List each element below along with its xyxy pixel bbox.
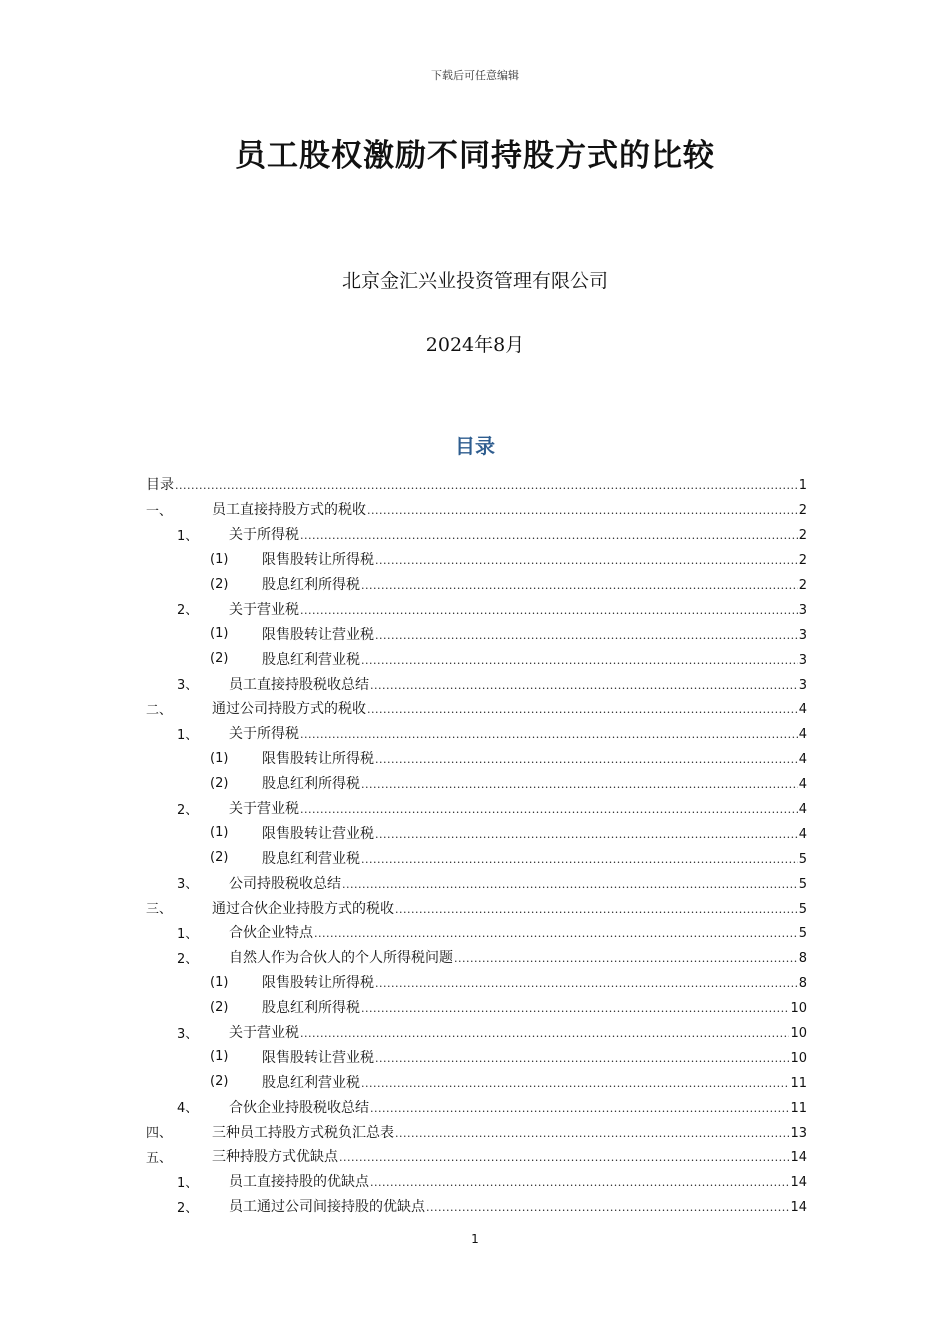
toc-entry-line	[262, 1072, 807, 1092]
toc-entry-line	[229, 1022, 807, 1042]
toc-entry-label: 股息红利所得税	[262, 577, 360, 593]
toc-entry-number: 2、	[177, 1200, 199, 1216]
toc-entry[interactable]	[146, 895, 807, 920]
toc-entry-line	[229, 798, 807, 818]
toc-entry-label: 通过合伙企业持股方式的税收	[212, 900, 394, 917]
toc-entry-line	[262, 649, 807, 669]
toc-entry-label: 合伙企业持股税收总结	[229, 1099, 369, 1116]
toc-entry-label: 限售股转让营业税	[262, 626, 374, 643]
toc-entry[interactable]	[146, 1069, 807, 1094]
toc-entry-number: 2、	[177, 802, 199, 818]
toc-entry-line	[229, 947, 807, 967]
toc-entry-number: (1)	[210, 1049, 229, 1065]
toc-entry-number: (2)	[210, 651, 229, 667]
toc-entry-page: 4	[798, 702, 807, 718]
toc-entry-label: 合伙企业特点	[229, 925, 313, 942]
toc-entry-label: 股息红利营业税	[262, 1074, 360, 1091]
toc-entry[interactable]	[146, 547, 807, 572]
toc-entry-number: 4、	[177, 1101, 199, 1117]
toc-entry-page: 2	[798, 503, 807, 519]
toc-entry-number: (1)	[210, 626, 229, 642]
toc-dot-leader	[367, 701, 798, 717]
toc-entry-line	[212, 698, 807, 718]
toc-entry[interactable]	[146, 1194, 807, 1219]
toc-entry[interactable]	[146, 970, 807, 995]
toc-entry[interactable]	[146, 1144, 807, 1169]
toc-entry-number: 1、	[177, 727, 199, 743]
toc-entry-label: 股息红利营业税	[262, 850, 360, 867]
toc-entry-label: 员工直接持股税收总结	[229, 676, 369, 693]
toc-dot-leader	[361, 776, 798, 792]
toc-entry-page: 2	[798, 528, 807, 544]
toc-dot-leader	[395, 1125, 789, 1141]
toc-entry[interactable]	[146, 1169, 807, 1194]
toc-entry[interactable]	[146, 522, 807, 547]
toc-entry-number: 2、	[177, 951, 199, 967]
toc-entry-line	[262, 823, 807, 843]
toc-heading: 目录	[455, 434, 495, 458]
toc-dot-leader	[300, 801, 798, 817]
toc-entry-number: 3、	[177, 678, 199, 694]
toc-entry-label: 关于所得税	[229, 726, 299, 743]
toc-entry-label: 公司持股税收总结	[229, 875, 341, 892]
toc-entry-page: 10	[790, 1001, 807, 1017]
toc-entry-page: 14	[790, 1175, 807, 1191]
toc-dot-leader	[367, 502, 798, 518]
toc-dot-leader	[300, 602, 798, 618]
toc-entry[interactable]	[146, 1020, 807, 1045]
toc-entry[interactable]	[146, 497, 807, 522]
toc-dot-leader	[375, 1050, 789, 1066]
toc-entry[interactable]	[146, 870, 807, 895]
toc-dot-leader	[300, 726, 798, 742]
toc-entry-line	[229, 599, 807, 619]
toc-entry-line	[229, 1196, 807, 1216]
page-header-note: 下载后可任意编辑	[431, 69, 519, 82]
table-of-contents	[146, 472, 807, 1219]
toc-entry[interactable]	[146, 572, 807, 597]
toc-entry-number: (1)	[210, 750, 229, 766]
toc-entry-page: 1	[798, 478, 807, 494]
toc-entry-number: (2)	[210, 850, 229, 866]
toc-entry-line	[229, 922, 807, 942]
toc-dot-leader	[375, 751, 798, 767]
toc-entry-page: 13	[790, 1125, 807, 1141]
toc-entry-label: 限售股转让所得税	[262, 751, 374, 768]
toc-entry-line	[262, 773, 807, 793]
toc-entry-line	[262, 574, 807, 594]
toc-dot-leader	[300, 527, 798, 543]
toc-entry-line	[146, 474, 807, 494]
toc-entry-page: 2	[798, 578, 807, 593]
toc-entry-line	[229, 1097, 807, 1117]
toc-dot-leader	[375, 975, 798, 991]
toc-entry-label: 限售股转让所得税	[262, 552, 374, 569]
toc-dot-leader	[361, 577, 798, 593]
toc-dot-leader	[454, 950, 798, 966]
toc-entry-page: 14	[790, 1150, 807, 1166]
toc-entry-line	[229, 1171, 807, 1191]
toc-entry-line	[262, 624, 807, 644]
company-name: 北京金汇兴业投资管理有限公司	[341, 270, 608, 292]
toc-entry[interactable]	[146, 646, 807, 671]
toc-entry-page: 4	[798, 727, 807, 743]
toc-entry-page: 8	[798, 976, 807, 992]
toc-entry[interactable]	[146, 1044, 807, 1069]
toc-entry-label: 限售股转让所得税	[262, 975, 374, 992]
toc-dot-leader	[175, 477, 798, 493]
toc-entry-line	[212, 499, 807, 519]
toc-entry-page: 4	[798, 752, 807, 768]
toc-entry-page: 3	[798, 602, 807, 618]
toc-entry[interactable]	[146, 472, 807, 497]
toc-entry-label: 关于营业税	[229, 1025, 299, 1042]
toc-entry-page: 8	[798, 951, 807, 967]
toc-entry-page: 3	[798, 652, 807, 668]
toc-entry-page: 4	[798, 802, 807, 818]
toc-entry-number: 2、	[177, 603, 199, 619]
toc-entry-number: (1)	[210, 825, 229, 841]
page-number: 1	[471, 1232, 479, 1246]
toc-dot-leader	[426, 1199, 789, 1215]
toc-entry-number: 1、	[177, 926, 199, 942]
toc-dot-leader	[375, 627, 798, 643]
toc-entry-page: 10	[790, 1050, 807, 1066]
toc-dot-leader	[342, 876, 798, 892]
toc-entry[interactable]	[146, 746, 807, 771]
toc-entry[interactable]	[146, 671, 807, 696]
toc-entry-line	[229, 524, 807, 544]
toc-entry-label: 员工直接持股的优缺点	[229, 1174, 369, 1191]
toc-entry-page: 5	[798, 901, 807, 917]
toc-entry[interactable]	[146, 1094, 807, 1119]
toc-entry-number: 1、	[177, 528, 199, 544]
toc-entry[interactable]	[146, 696, 807, 721]
toc-entry[interactable]	[146, 721, 807, 746]
toc-entry-page: 14	[790, 1200, 807, 1216]
toc-entry-line	[212, 898, 807, 918]
toc-entry[interactable]	[146, 796, 807, 821]
toc-entry-label: 目录	[146, 477, 174, 494]
toc-entry-page: 10	[790, 1026, 807, 1042]
toc-entry-label: 三种持股方式优缺点	[212, 1149, 338, 1166]
toc-entry-page: 4	[798, 777, 807, 793]
toc-entry-label: 限售股转让营业税	[262, 1049, 374, 1066]
toc-entry-label: 关于营业税	[229, 601, 299, 618]
toc-entry-page: 2	[798, 553, 807, 569]
toc-dot-leader	[361, 851, 798, 867]
toc-entry-number: 二、	[146, 702, 173, 718]
toc-dot-leader	[370, 677, 798, 693]
toc-entry-line	[262, 972, 807, 992]
toc-entry-label: 关于营业税	[229, 801, 299, 818]
toc-entry-label: 关于所得税	[229, 527, 299, 544]
toc-entry-label: 员工通过公司间接持股的优缺点	[229, 1199, 425, 1216]
toc-dot-leader	[370, 1100, 789, 1116]
toc-entry-number: 3、	[177, 877, 199, 893]
toc-entry-page: 4	[798, 826, 807, 842]
toc-entry-number: (2)	[210, 775, 229, 791]
toc-entry-label: 员工直接持股方式的税收	[212, 502, 366, 519]
toc-entry-page: 11	[790, 1075, 807, 1091]
toc-entry-line	[212, 1146, 807, 1166]
toc-entry-label: 自然人作为合伙人的个人所得税问题	[229, 950, 453, 967]
toc-dot-leader	[375, 552, 798, 568]
toc-entry-line	[262, 549, 807, 569]
toc-entry[interactable]	[146, 1119, 807, 1144]
toc-entry[interactable]	[146, 945, 807, 970]
toc-entry-number: 四、	[146, 1126, 173, 1142]
toc-entry-page: 3	[798, 627, 807, 643]
toc-entry-number: 3、	[177, 1026, 199, 1042]
toc-entry-page: 5	[798, 876, 807, 892]
toc-entry[interactable]	[146, 995, 807, 1020]
toc-entry[interactable]	[146, 621, 807, 646]
toc-entry-label: 限售股转让营业税	[262, 825, 374, 842]
toc-entry-line	[262, 1047, 807, 1067]
toc-entry[interactable]	[146, 771, 807, 796]
toc-dot-leader	[375, 826, 798, 842]
toc-dot-leader	[370, 1174, 789, 1190]
toc-entry-line	[229, 723, 807, 743]
toc-entry-label: 三种员工持股方式税负汇总表	[212, 1124, 394, 1141]
toc-entry-number: (1)	[210, 551, 229, 567]
toc-entry-line	[212, 1122, 807, 1142]
toc-entry-line	[229, 873, 807, 893]
toc-entry-page: 11	[790, 1100, 807, 1116]
toc-entry-number: 1、	[177, 1175, 199, 1191]
document-title: 员工股权激励不同持股方式的比较	[235, 138, 715, 174]
toc-entry-line	[262, 848, 807, 868]
toc-entry-line	[262, 748, 807, 768]
toc-dot-leader	[300, 1025, 789, 1041]
toc-entry-page: 3	[798, 677, 807, 693]
toc-entry-line	[262, 997, 807, 1017]
toc-entry[interactable]	[146, 596, 807, 621]
toc-entry-number: 三、	[146, 902, 173, 918]
toc-entry-number: 五、	[146, 1150, 173, 1166]
toc-dot-leader	[361, 1000, 789, 1016]
document-date: 2024年8月	[425, 334, 525, 356]
toc-entry[interactable]	[146, 845, 807, 870]
toc-dot-leader	[314, 925, 798, 941]
toc-entry-page: 5	[798, 926, 807, 942]
toc-entry-label: 通过公司持股方式的税收	[212, 701, 366, 718]
toc-entry-label: 股息红利营业税	[262, 651, 360, 668]
toc-entry-number: (2)	[210, 999, 229, 1015]
toc-dot-leader	[339, 1149, 789, 1165]
toc-entry[interactable]	[146, 920, 807, 945]
toc-entry-number: (2)	[210, 576, 229, 592]
toc-entry-line	[229, 674, 807, 694]
toc-entry-page: 5	[798, 851, 807, 867]
toc-entry-label: 股息红利所得税	[262, 776, 360, 793]
toc-entry-number: (2)	[210, 1074, 229, 1090]
toc-dot-leader	[395, 901, 798, 917]
toc-dot-leader	[361, 1075, 789, 1091]
toc-entry-number: (1)	[210, 974, 229, 990]
toc-entry[interactable]	[146, 820, 807, 845]
toc-dot-leader	[361, 652, 798, 668]
toc-entry-label: 股息红利所得税	[262, 1000, 360, 1017]
toc-entry-number: 一、	[146, 503, 173, 519]
